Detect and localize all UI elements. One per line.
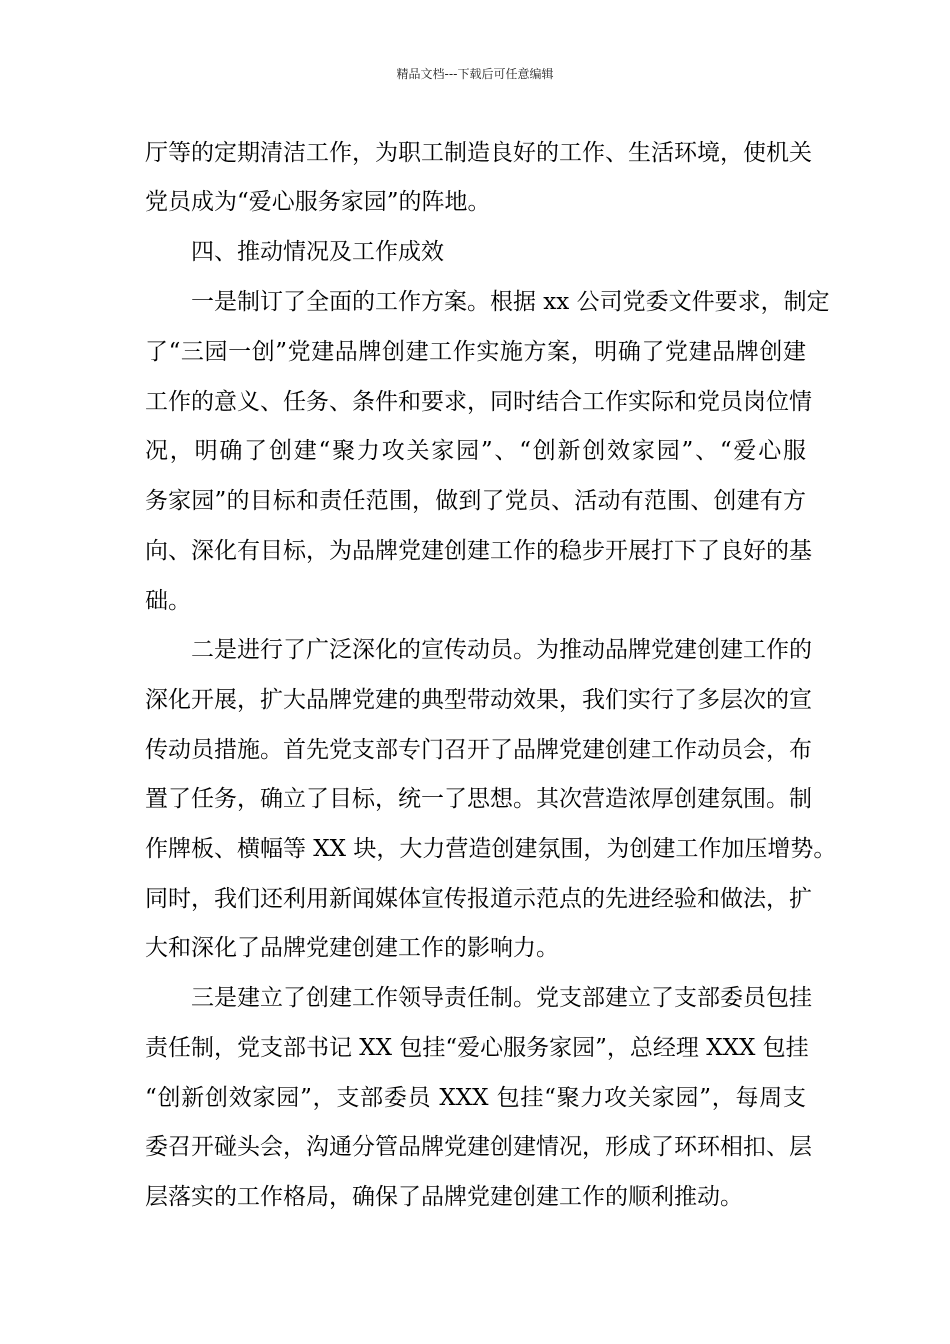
text-line: 四、推动情况及工作成效 [191, 239, 444, 265]
text-line: 置了任务，确立了目标，统一了思想。其次营造浓厚创建氛围。制 [145, 786, 812, 812]
text-line: 委召开碰头会，沟通分管品牌党建创建情况，形成了环环相扣、层 [145, 1134, 812, 1160]
text-line: “创新创效家园”，支部委员 XXX 包挂“聚力攻关家园”，每周支 [145, 1085, 806, 1111]
text-line: 工作的意义、任务、条件和要求，同时结合工作实际和党员岗位情 [145, 389, 812, 415]
text-line: 厅等的定期清洁工作，为职工制造良好的工作、生活环境，使机关 [145, 140, 812, 166]
text-line: 向、深化有目标，为品牌党建创建工作的稳步开展打下了良好的基 [145, 538, 812, 564]
text-line: 作牌板、横幅等 XX 块，大力营造创建氛围，为创建工作加压增势。 [145, 836, 837, 862]
text-line: 层落实的工作格局，确保了品牌党建创建工作的顺利推动。 [145, 1184, 743, 1210]
text-line: 了“三园一创”党建品牌创建工作实施方案，明确了党建品牌创建 [145, 339, 806, 365]
text-line: 传动员措施。首先党支部专门召开了品牌党建创建工作动员会，布 [145, 737, 812, 763]
text-line: 深化开展，扩大品牌党建的典型带动效果，我们实行了多层次的宣 [145, 687, 812, 713]
text-line: 一是制订了全面的工作方案。根据 xx 公司党委文件要求，制定 [191, 289, 830, 315]
text-line: 础。 [145, 588, 191, 614]
text-line: 三是建立了创建工作领导责任制。党支部建立了支部委员包挂 [191, 985, 812, 1011]
text-line: 二是进行了广泛深化的宣传动员。为推动品牌党建创建工作的 [191, 637, 812, 663]
text-line: 同时，我们还利用新闻媒体宣传报道示范点的先进经验和做法，扩 [145, 886, 812, 912]
text-line: 务家园”的目标和责任范围，做到了党员、活动有范围、创建有方 [145, 488, 806, 514]
text-line: 大和深化了品牌党建创建工作的影响力。 [145, 935, 559, 961]
text-line: 党员成为“爱心服务家园”的阵地。 [145, 189, 491, 215]
text-line: 况，明确了创建“聚力攻关家园”、“创新创效家园”、“爱心服 [145, 438, 806, 464]
text-line: 责任制，党支部书记 XX 包挂“爱心服务家园”，总经理 XXX 包挂 [145, 1035, 809, 1061]
page-header: 精品文档---下载后可任意编辑 [396, 67, 554, 81]
